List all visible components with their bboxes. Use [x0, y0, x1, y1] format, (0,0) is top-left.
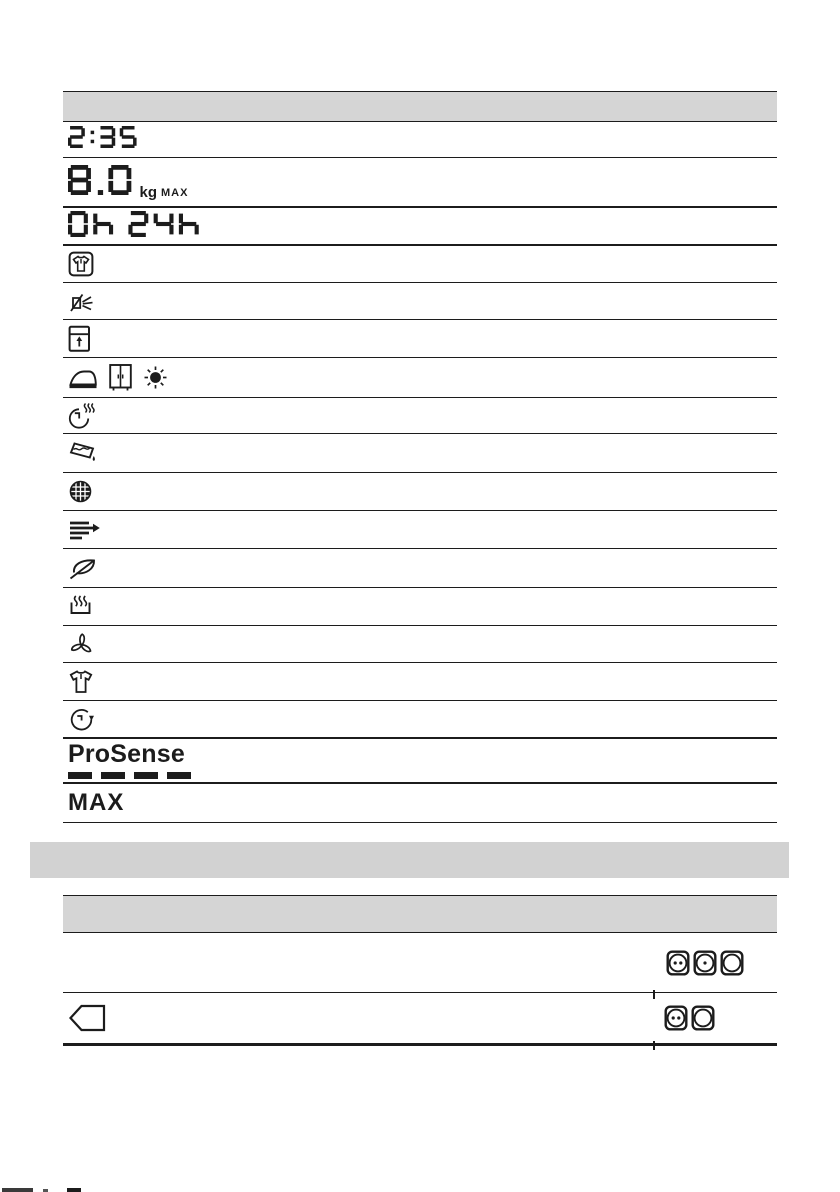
table-row	[63, 701, 777, 739]
max-load-display	[68, 165, 138, 200]
table-row	[63, 663, 777, 701]
delay-timer-icon	[68, 706, 95, 733]
filter-icon	[68, 479, 93, 504]
prosense-segment-bar	[167, 772, 191, 779]
table-row	[63, 358, 777, 398]
tumble-dry-no-heat-icon	[720, 950, 744, 976]
section-heading-band	[30, 842, 789, 878]
care-table-header	[63, 895, 777, 933]
column-divider-tick	[653, 1041, 655, 1050]
tumble-dry-symbols	[664, 1005, 715, 1031]
cut-off-text-fragment	[67, 1188, 81, 1192]
display-symbols-table	[63, 91, 777, 823]
energy-label-arrow-icon	[68, 1003, 106, 1033]
table-row	[63, 933, 777, 993]
symbols-table-header	[63, 92, 777, 122]
table-row	[63, 208, 777, 246]
delay-range-display	[68, 211, 204, 242]
table-row	[63, 549, 777, 588]
kg-unit-label: kg	[139, 183, 158, 201]
tumble-dry-no-heat-icon	[691, 1005, 715, 1031]
child-lock-icon	[68, 325, 91, 353]
iron-dry-icon	[68, 366, 98, 389]
sound-off-icon	[68, 289, 96, 314]
table-row	[63, 473, 777, 511]
time-with-steam-icon	[68, 402, 96, 430]
care-symbols-table	[63, 895, 777, 1046]
tumble-dry-high-heat-icon	[666, 950, 690, 976]
extra-dry-icon	[143, 365, 168, 390]
table-row	[63, 398, 777, 434]
tumble-dry-low-heat-icon	[693, 950, 717, 976]
table-row	[63, 434, 777, 473]
time-display	[68, 126, 141, 153]
airflow-icon	[68, 518, 101, 542]
table-row	[63, 511, 777, 549]
table-row	[63, 158, 777, 208]
prosense-segment-bar	[134, 772, 158, 779]
table-row	[63, 320, 777, 358]
garment-in-frame-icon	[68, 251, 94, 277]
cooling-phase-icon	[68, 631, 95, 658]
table-row	[63, 626, 777, 663]
table-row	[63, 283, 777, 320]
table-row	[63, 993, 777, 1046]
drying-phase-icon	[68, 593, 93, 620]
anti-crease-icon	[68, 669, 94, 695]
prosense-label: ProSense	[68, 740, 185, 768]
prosense-segment-bars	[68, 772, 191, 779]
tumble-dry-high-heat-icon	[664, 1005, 688, 1031]
max-suffix-label: MAX	[161, 187, 189, 200]
max-load-label: MAX	[68, 789, 125, 816]
table-row	[63, 246, 777, 283]
cupboard-dry-icon	[108, 363, 133, 392]
table-row	[63, 739, 777, 784]
cut-off-text-fragment	[2, 1188, 33, 1192]
tumble-dry-symbols	[666, 950, 744, 976]
table-row	[63, 588, 777, 626]
table-row	[63, 784, 777, 823]
prosense-segment-bar	[68, 772, 92, 779]
water-container-icon	[68, 439, 98, 467]
eco-leaf-icon	[68, 554, 99, 583]
prosense-segment-bar	[101, 772, 125, 779]
table-row	[63, 122, 777, 158]
